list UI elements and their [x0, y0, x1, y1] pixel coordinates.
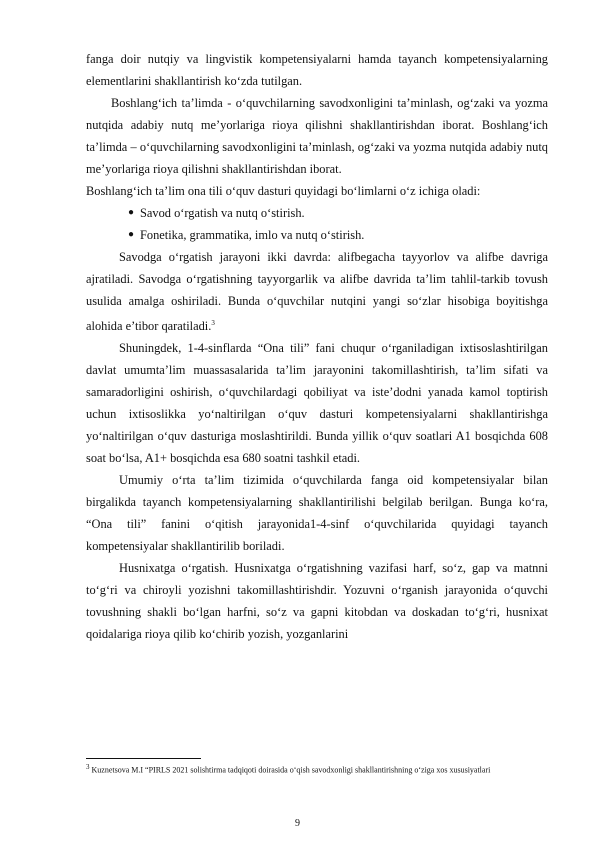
- bullet-icon: ●: [128, 207, 135, 218]
- paragraph-6: Umumiy o‘rta ta’lim tizimida o‘quvchilarda fanga oid kompetensiyalar bilan birgalikda tayanch kompetensiyalarning shakllantirilishi belgilab berilgan. Bunga ko‘ra, “Ona tili” fanini o‘qitish jarayonida1-4-sinf o‘quvchilarida quyidagi tayanch kompetensiyalar shakllantirilib boriladi.: [86, 473, 548, 554]
- list-item: ● Fonetika, grammatika, imlo va nutq o‘stirish.: [86, 224, 548, 246]
- footnote-ref: 3: [211, 319, 215, 327]
- footnote-number: 3: [86, 763, 90, 771]
- document-body: [86, 48, 548, 645]
- page-number: 9: [295, 818, 300, 829]
- paragraph-3: Boshlang‘ich ta’lim ona tili o‘quv dasturi quyidagi bo‘limlarni o‘z ichiga oladi:: [86, 184, 481, 198]
- footnote-divider: [86, 758, 201, 759]
- paragraph-1: fanga doir nutqiy va lingvistik kompetensiyalarni hamda tayanch kompetensiyalarning elementlarini shakllantirish ko‘zda tutilgan.: [86, 52, 548, 88]
- footnote-text: Kuznetsova M.I “PIRLS 2021 solishtirma tadqiqoti doirasida o‘qish savodxonligi shakllantirishning o‘ziga xos xususiyatlari: [91, 765, 491, 775]
- paragraph-5: Shuningdek, 1-4-sinflarda “Ona tili” fani chuqur o‘rganiladigan ixtisoslashtirilgan davlat umumta’lim muassasalarida ta’lim jarayonini takomillashtirish, ta’lim sifati va samaradorligini oshirish, o‘quvchilardagi qobiliyat va iste’dodni yanada kamol toptirish uchun ixtisoslikka yo‘naltirilgan o‘quv dasturi kompetensiyalarni shakllantirishga yo‘naltirilgan o‘quv dasturiga moslashtirildi. Bunda yillik o‘quv soatlari A1 bosqichda 608 soat bo‘lsa, A1+ bosqichda esa 680 soatni tashkil etadi.: [86, 341, 548, 466]
- list-item: ● Savod o‘rgatish va nutq o‘stirish.: [86, 202, 548, 224]
- footnote: [86, 762, 548, 776]
- program-sections-list: [86, 202, 548, 246]
- bullet-icon: ●: [128, 229, 135, 240]
- paragraph-2: Boshlang‘ich ta’limda - o‘quvchilarning savodxonligini ta’minlash, og‘zaki va yozma nutqida adabiy nutq me’yorlariga rioya qilishni shakllantirishdan iborat. Boshlang‘ich ta’limda – o‘quvchilarning savodxonligini ta’minlash, og‘zaki va yozma nutqida adabiy nutq me’yorlariga rioya qilishni shakllantirishdan iborat.: [86, 96, 548, 176]
- paragraph-4: Savodga o‘rgatish jarayoni ikki davrda: alifbegacha tayyorlov va alifbe davriga ajratiladi. Savodga o‘rgatishning tayyorgarlik va alifbe davrida ta’lim tahlil-tarkib tovush usulida amalga oshiriladi. Bunda o‘quvchilar nutqini yangi so‘zlar hisobiga boyitishga alohida e’tibor qaratiladi.$^3$: [86, 250, 548, 334]
- paragraph-7: Husnixatga o‘rgatish. Husnixatga o‘rgatishning vazifasi harf, so‘z, gap va matnni to‘g‘ri va chiroyli yozishni takomillashtirishdir. Yozuvni o‘rganish jarayonida o‘quvchi tovushning shakli bo‘lgan harfni, so‘z va gapni kitobdan va doskadan to‘g‘ri, husnixat qoidalariga rioya qilib ko‘chirib yozish, yozganlarini: [86, 561, 548, 642]
